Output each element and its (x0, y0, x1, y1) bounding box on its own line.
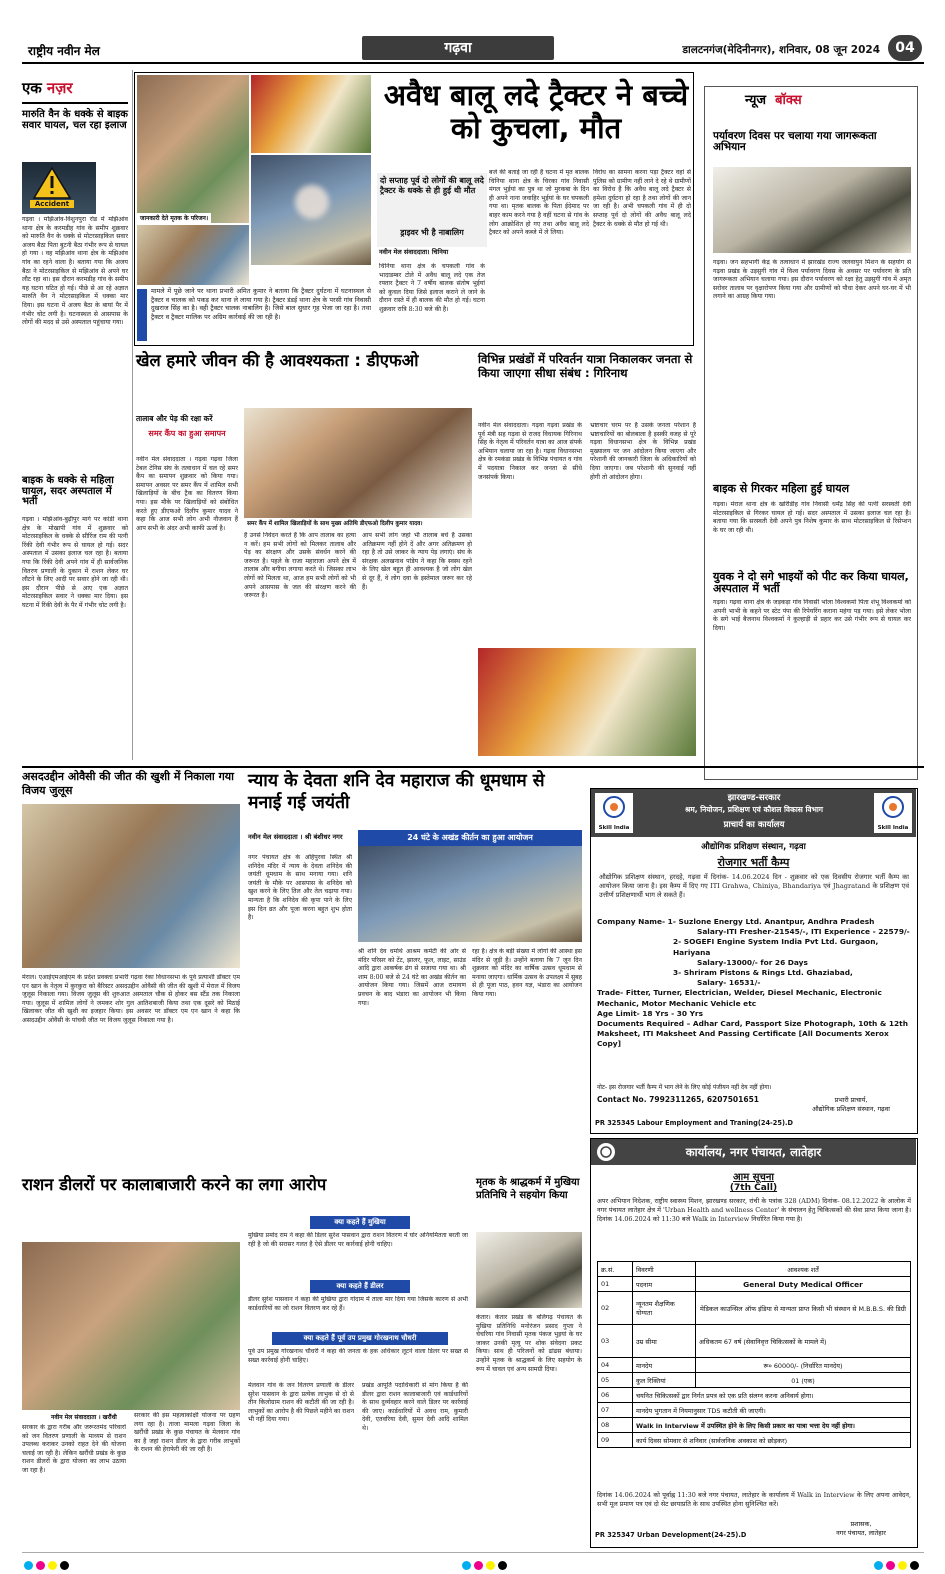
section-name: गढ़वा (444, 40, 472, 56)
skill-india-icon (595, 793, 633, 821)
ration-box-text: पूर्व उप प्रमुख गोरखनाथ चौधरी ने कहा की जनता के हक अधिकार लूटने वाला डिलर पर सख्त से सख्त कार्रवाई होनी चाहिए। (248, 1348, 468, 1364)
ration-photo (22, 1242, 240, 1410)
lead-story (134, 72, 694, 346)
story-headline: मारुति वैन के धक्के से बाइक सवार घायल, चल रहा इलाज (22, 109, 128, 131)
story-body: गढ़वा। जन सहभागी केंद्र के तत्वाधान में झारखंड राज्य जलवायुन मिशन के सहयोग से गढ़वा प्रखंड के उड़सुगी गांव में विश्व पर्यावरण दिवस के अवसर पर पर्यावरण के प्रति जागरूकता अभियान चलाया गया। इस दौरान पर्यावरण को रक्षा हेतु उड़सुगी गांव में अमृत सरोवर तालाब पर वृक्षारोपण किया गया और ग्रामीणों को पौधा देकर अपने घर-घर में भी लगाने का आग्रह किया गया। (713, 259, 911, 301)
ek-nazar-column (22, 70, 130, 760)
job-ad-intro: औद्योगिक प्रशिक्षण संस्थान, हरदहे, गढ़वा में दिनांक- 14.06.2024 दिन - शुक्रवार को एक दिवसीय रोजगार भर्ती कैम्प का आयोजन किया जाना है। इस कैम्प में दिए गए ITI Grahwa, Chiniya, Bhandariya एवं Jhagratand के प्रशिक्षण एवं उत्तीर्ण प्रशिक्षणार्थी भाग ले सकते हैं। (599, 873, 909, 899)
lead-photo-child (251, 155, 371, 265)
lead-photo-caption: जानकारी देते मृतक के परिजन। (137, 213, 211, 223)
lead-photo-tractor (137, 225, 249, 285)
ration-col: मेलवान गांव के जन वितरण प्रणाली के डीलर सुरेश पासवान के द्वारा प्रत्येक लाभुक से दो से तीन किलोग्राम राशन की कटौती की जा रही है। लाभुकों का आरोप है की पिछले महीने का राशन भी नहीं दिया गया। (248, 1382, 354, 1424)
story-body: गढ़वा । मझिआंव-बुढ़ीपुर मार्ग पर कांडी थाना क्षेत्र के मोखापी गांव में शुक्रवार को मोटरसाइकिल के धक्के से सीरिंज राम की पत्नी रिंकी देवी गंभीर रूप से घायल हो गई। सदर अस्पताल में उसका इलाज चल रहा है। बताया गया कि रिंकी देवी अपने गांव में ही सार्वजनिक वितरण प्रणाली के दुकान में राशन लेकर घर लौटने के लिए आदी पर सवार होने जा रही थी। इस दौरान पीछे से आए एक अज्ञात मोटरसाइकिल सवार ने धक्का मार दिया। इस घटना में रिंकी देवी के पैर में गंभीर चोट लगी है। (22, 516, 128, 609)
dateline: डालटनगंज(मेदिनीनगर), शनिवार, 08 जून 2024 (682, 44, 880, 56)
lead-side-label (137, 289, 147, 341)
sports-kicker: तालाब और पेड़ की रक्षा करें (136, 414, 213, 423)
table-row: 05 कुल रिक्तियां 01 (एक) (598, 1373, 911, 1388)
notice-header: कार्यालय, नगर पंचायत, लातेहार (591, 1139, 916, 1165)
table-row: 06 चयनित चिकित्सकों द्वार निर्गत प्रपत्र को एक प्रति संलग्न करना अनिवार्य होगा। (598, 1388, 911, 1403)
job-ad-sign: प्रभारी प्राचार्य, औद्योगिक प्रशिक्षण संस्थान, गढ़वा (812, 1096, 890, 1113)
job-ad-inst: औद्योगिक प्रशिक्षण संस्थान, गढ़वा (701, 842, 806, 852)
owaisi-photo (22, 804, 240, 968)
owaisi-story (22, 770, 240, 1170)
shani-headline: न्याय के देवता शनि देव महाराज की धूमधाम से मनाई गई जयंती (248, 771, 545, 813)
ration-photo-caption: नवीन मेल संवाददाता । खरौंधी (48, 1412, 120, 1422)
lead-col: चिनिया थाना क्षेत्र के चपकली गांव के भादाडम्बर टोले में अवैध बालू लदे एक तेज रफ्तार ट्रैक्टर ने 7 वर्षीय बालक संतोष भुईयां को कुचल दिया जिसे इलाज कराने ले जाने के दौरान रास्ते में ही बालक की मौत हो गई। घटना शुक्रवार रात्रि 8:30 बजे की है। (379, 263, 485, 313)
lead-col: बजे की बताई जा रही है घटना में मृत बालक चिनिया थाना क्षेत्र के चिरका गांव निवासी मंगल भुईयां का पुत्र था जो मुरकबा के दिन ही अपने नाना जवाहिर भुईयां के घर चपकली गया था। मृतक बालक के पिता ईदेमाद पर बाहर काम करने गया है वहीं घटना से गांव के लोग आक्रोशित हो गए तथा अवैध बालू लदे ट्रैक्टर को अपने कब्जे में ले लिया। (489, 169, 589, 237)
lead-photo-women (251, 75, 371, 153)
table-row: 08 Walk in Interview में उपस्थित होने के लिए किसी प्रकार का यात्रा भत्ता देय नहीं होगा। (598, 1418, 911, 1433)
job-ad-companies: Company Name- 1- Suzlone Energy Ltd. Anantpur, Andhra Pradesh Salary-ITI Fresher-21545/-, ITI Experience - 22579/- 2- SOGEFI Engine System India Pvt Ltd. Gurgaon, Hariyana Salary-13000/- for 26 Days 3- Shriram Pistons & Rings Ltd. Ghaziabad, Salary- 16531/- Trade- Fitter, Turner, Electrician, Welder, Diesel Mechanic, Electronic Mechanic, Motor Mechanic Vehicle etc Age Limit- 18 Yrs - 30 Yrs Documents Required – Adhar Card, Passport Size Photograph, 10th & 12th Maksheet, ITI Maksheet And Passing Certificate [All Documents Xerox Copy] (597, 917, 910, 1049)
sports-photo (244, 408, 472, 524)
shani-col: रहा है। क्षेत्र के बड़ी संख्या में लोगों की आस्था इस मंदिर से जुड़ी है। उन्होंने बताया कि 7 जून दिन शुक्रवार को मंदिर का वार्षिक उत्सव धूमधाम से मनाया जाएगा। धार्मिक उत्सव के उपलक्ष्य में सुबह से ही पूजा पाठ, हवन यज्ञ, भंडारा का आयोजन किया गया। (472, 948, 582, 998)
section-tab (362, 36, 554, 60)
masthead (22, 34, 924, 64)
ek-nazar-title: एक नज़र (22, 79, 73, 97)
table-row: 02 न्यूनतम शैक्षणिक योग्यता मेडिकल काउन्सिल ऑफ इंडिया से मान्यता प्राप्त किसी भी संस्थान से M.B.B.S. की डिग्री (598, 1292, 911, 1325)
notice-footer: दिनांक 14.06.2024 को पूर्वाह्न 11:30 बजे नगर पंचायत, लातेहार के कार्यालय में Walk in Interview के लिए अपना आवेदन, सभी मूल प्रमाण पत्र एवं दो सेट छायाप्रति के साथ उपस्थित होना सुनिश्चित करें। (597, 1491, 911, 1508)
lead-subdeck: ड्राइवर भी है नाबालिग (400, 228, 464, 237)
story-headline: बाइक से गिरकर महिला हुई घायल (713, 482, 850, 495)
notice-advertisement (590, 1138, 918, 1548)
lead-photo-family (137, 75, 249, 223)
table-row: 09 कार्य दिवस सोमवार से शनिवार (सार्वजनिक अवकाश को छोड़कर) (598, 1433, 911, 1448)
parivartan-photo (478, 648, 696, 756)
story-body: गढ़वा। गढ़वा थाना क्षेत्र के जड़कड़ा गांव निवासी भोला विश्वकर्मा पिता शंभू विश्वकर्मा को अपनी भाभी के कहने पर स्टेट पंपा की रिपेयरिंग कराना महंगा पड़ गया। इसे लेकर भोला के सगे भाई बैजनाथ विश्वकर्मा ने कुल्हाड़ी से प्रहार कर उसे गंभीर रूप से घायल कर दिया। (713, 599, 911, 632)
sports-col: आप सभी लोग जहां भी तालाब बचे है उसका अतिक्रमण नहीं होने दें और अगर अतिक्रमण हो रहा है तो उसे जाकर के न्याय पेड़ लगाएं। संघ के संरक्षक अलखनाथ पांडेय ने कहा कि स्वस्थ रहने के लिए खेल बहुत ही आवश्यक है जो लोग खेल से दूर हैं, वे लोग दवा के इस्तेमाल जरूर कर रहे हैं। (362, 532, 472, 591)
parivartan-col: भ्रष्टाचार चरम पर है उसके जनता परेशान है भ्रष्टाचारियों का बोलबाला है इसकी वजह से पूरे गढ़वा विधानसभा क्षेत्र के विभिन्न प्रखंड मुख्यालय पर जन आंदोलन किया जाएगा और परेशानी की जानकारी जिला के अधिकारियों को दिया जाएगा। जब परेशानी की सुनवाई नहीं होगी तो आंदोलन होगा। (590, 422, 696, 481)
owaisi-headline: असदउद्दीन ओवैसी की जीत की खुशी में निकाला गया विजय जुलूस (22, 770, 235, 797)
job-ad-note: नोट- इस रोजगार भर्ती कैम्प में भाग लेने के लिए कोई पंजीयन नहीं देय नहीं होगा। (597, 1084, 772, 1091)
registration-strip (22, 1552, 924, 1562)
shraddh-story (476, 1176, 582, 1548)
sports-story (136, 352, 472, 760)
page-number: 04 (888, 35, 922, 61)
ration-box-text: डीलर सुरेश पासवान ने कहा की मुखिया द्वारा गोदाम में ताला मार दिया गया जिसके कारण से अभी कार्डधारियों का जो राशन वितरण कर रहे हैं। (248, 1296, 468, 1312)
shani-photo (358, 846, 582, 942)
job-ad-pr: PR 325345 Labour Employment and Traning(24-25).D (595, 1119, 793, 1127)
shani-byline: नवीन मेल संवाददाता । श्री बंशीधर नगर (248, 833, 343, 841)
sports-sub: समर कैंप का हुआ समापन (148, 429, 226, 438)
news-box-title: न्यूज बॉक्स (745, 93, 802, 108)
parivartan-headline: विभिन्न प्रखंडों में परिवर्तन यात्रा निकालकर जनता से किया जाएगा सीधा संबंध : गिरिनाथ (478, 352, 693, 380)
lead-headline: अवैध बालू लदे ट्रैक्टर ने बच्चे को कुचला, मौत (383, 78, 689, 145)
job-ad-dept: श्रम, नियोजन, प्रशिक्षण एवं कौशल विकास विभाग (684, 805, 824, 814)
notice-table: क्र.सं. विवरणी आवश्यक शर्तें 01 पदनाम General Duty Medical Officer 02 न्यूनतम शैक्षणिक योग्यता मेडिकल काउन्सिल ऑफ इंडिया से मान्यता प्राप्त किसी भी संस्थान से M.B.B.S. की डिग्री 03 उम्र सीमा अधिकतम 67 वर्ष (सेवानिवृत्त चिकित्सकों के मामले में) 04 मानदेय रू० 60000/- (निर्धारित मानदेय) 05 कुल रिक्तियां 01 (एक) 06 चयनित चिकित्सकों द्वार निर्गत प्रपत्र को एक प्रति संलग्न करना अनिवार्य होगा। 07 मानदेय भुगतान में नियमानुसार TDS कटौती की जाएगी। 08 Walk in Interview में उपस्थित होने के लिए किसी प्रकार का यात्रा भत्ता देय नहीं होगा। 09 कार्य दिवस सोमवार से शनिवार (सार्वजनिक अवकाश को छोड़कर) (597, 1261, 911, 1448)
lead-col: विरोध का सामना करना पड़ा ट्रैक्टर वहां से पुलिस को ग्रामीण नहीं लाने दे रहे थे ग्रामीणों का विरोध है कि अवैध बालू लदे ट्रैक्टर से हमेशा दुर्घटना हो रहा है तथा लोगों की जान जा रही है। अभी चपकली गांव में ही दो सप्ताह पूर्व दो लोगों की अवैध बालू लदे ट्रैक्टर के धक्के से मौत हो गई थी। (593, 169, 691, 228)
shani-col: नगर पंचायत क्षेत्र के अहिपुरवा स्थित श्री शनिदेव मंदिर में न्याय के देवता शनिदेव की जयंती धूमधाम के साथ मनाया गया। शनि जयंती के मौके पर आसपास के शनिदेव को खुश करने के लिए तिल और तेल चढ़ाया गया। मान्यता है कि शनिदेव की कृपा पाने के लिए इस दिन व्रत और पूजा करना बहुत शुभ होता है। (248, 854, 352, 922)
notice-call: (7th Call) (729, 1183, 778, 1193)
ration-box-text: मुखिया प्रमोद राम ने कहा की डिलर सुरेश पासवान द्वारा राशन वितरण में घोर अनियमितता बरती जा रही है जो की सरासर गलत है ऐसे डीलर पर कार्रवाई होनी चाहिए। (248, 1232, 468, 1248)
story-body: गढ़वा। मेराल थाना क्षेत्र के खोरीडीह गांव निवासी धर्मेंद्र सिंह की पत्नी सरस्वती देवी मोटरसाइकिल से गिरकर घायल हो गई। सदर अस्पताल में उसका इलाज चल रहा है। बताया गया कि सरस्वती देवी अपने पुत्र निशेष कुमार के साथ मोटरसाइकिल से रिसेप्शन के घर जा रही थी। (713, 501, 911, 534)
shani-col: श्री शनि देव धर्मार्थ आश्रम कमेटी की ओर से मंदिर परिसर को टेंट, झालर, फूल, लाइट, साउंड आदि द्वारा आकर्षक ढंग से सजाया गया था। श्री शाम 8:00 बजे से 24 घंटे का अखंड कीर्तन का आयोजन किया गया। जिसमें आज रामायण प्रवचन के बाद भंडारा का आयोजन भी किया गया। (358, 948, 466, 1007)
paper-name: राष्ट्रीय नवीन मेल (28, 44, 100, 58)
job-ad-gov: झारखण्ड-सरकार (727, 793, 781, 803)
ration-box-label: क्या कहते हैं मुखिया (310, 1216, 410, 1229)
sports-col: नवीन मेल संवाददाता । गढ़वा गढ़वा जिला टेबल टेनिस संघ के तत्वाधान में चल रहे समर कैंप का समापन शुक्रवार को किया गया। समापन अवसर पर समर कैंप में शामिल सभी खिलाड़ियों के बीच ट्रैक का वितरण किया गया। इस मौके पर खिलाड़ियों को संबोधित करते हुए डीएफओ दिलीप कुमार यादव ने कहा कि आज सभी लोग अभी नौजवान हैं आप सभी के अंदर अभी काफी ऊर्जा है। (136, 456, 238, 532)
sports-headline: खेल हमारे जीवन की है आवश्यकता : डीएफओ (136, 351, 419, 370)
lead-deck: दो सप्ताह पूर्व दो लोगों की बालू लदे ट्रैक्टर के धक्के से ही हुई थी मौत (380, 176, 484, 195)
lead-body: मामले में पूछे जाने पर थाना प्रभारी अमित कुमार ने बताया कि ट्रैक्टर दुर्घटना में घटनास्थल से ट्रैक्टर व चालक को पकड़ कर थाना ले लाया गया है। ट्रैक्टर डंडई थाना क्षेत्र के परसी गांव निवासी दुखराज सिंह का है। वही ट्रैक्टर चालक नाबालिग है। जिसे बाल सुधार गृह भेजा जा रहा है। तथा ट्रैक्टर व ट्रैक्टर मालिक पर अग्रिम कार्रवाई की जा रही है। (151, 287, 371, 321)
ration-headline: राशन डीलरों पर कालाबाजारी करने का लगा आरोप (22, 1175, 327, 1194)
news-box (704, 86, 918, 780)
skill-india-logo-right: Skill India (874, 793, 912, 833)
table-row: 01 पदनाम General Duty Medical Officer (598, 1277, 911, 1292)
news-box-photo (713, 167, 911, 253)
shraddh-headline: मृतक के श्राद्धकर्म में मुखिया प्रतिनिधि ने सहयोग किया (476, 1177, 580, 1201)
table-row: 04 मानदेय रू० 60000/- (निर्धारित मानदेय) (598, 1358, 911, 1373)
table-row: 07 मानदेय भुगतान में नियमानुसार TDS कटौती की जाएगी। (598, 1403, 911, 1418)
notice-intro: अपर अभियान निदेशक, राष्ट्रीय स्वास्थ्य मिशन, झारखण्ड सरकार, रांची के पत्रांक 328 (ADM) दिनांक- 08.12.2022 के आलोक में नगर पंचायत लातेहार क्षेत्र में 'Urban Health and wellness Center' के संचालन हेतु चिकित्सकों की सेवा प्राप्त किया जाना है। दिनांक 14.06.2024 को 11:30 बजे Walk in Interview निर्धारित किया गया है। (597, 1197, 911, 1223)
table-row: 03 उम्र सीमा अधिकतम 67 वर्ष (सेवानिवृत्त चिकित्सकों के मामले में) (598, 1325, 911, 1358)
ration-box-label: क्या कहते हैं पूर्व उप प्रमुख गोरखनाथ चौधरी (272, 1332, 448, 1345)
sports-col: हैं उनसे निवेदन करते हैं कि आप तालाब का हत्या न करें। हम सभी लोगों को मिलकर तालाब और पेड़ का संरक्षण और उसके संवर्धन करने की जरूरत है। पहले के राजा महाराजा अपने क्षेत्र में तालाब और बगीचा लगाया करते थे। जिसका लाभ लोगों को मिलता था, आज हम सभी लोगों को भी अपने आसपास के जल की संरक्षण करने की जरूरत है। (244, 532, 356, 600)
ration-box-label: क्या कहते हैं डीलर (310, 1280, 410, 1293)
parivartan-story (478, 352, 696, 760)
accident-sign-text: Accident (30, 200, 74, 208)
sports-photo-caption: समर कैंप में शामिल खिलाड़ियों के साथ मुख्य अतिथि डीएफओ दिलीप कुमार यादव। (244, 518, 472, 528)
shani-story (248, 770, 582, 1170)
skill-india-icon (874, 793, 912, 821)
ration-col: प्रखंड आपूर्ति पदाधिकारी से मांग किया है की डीलर द्वारा राशन कालाबाजारी एवं कार्डधारियों के साथ दुर्व्यवहार करने वाले डिलर पर कार्रवाई की जाए। कार्डधारियों में अवध राम, कुमारी देवी, एतवरिया देवी, सुमन देवी आदि शामिल थे। (362, 1382, 468, 1432)
job-ad-title: रोजगार भर्ती कैम्प (717, 856, 790, 869)
job-ad-contact: Contact No. 7992311265, 6207501651 (597, 1095, 760, 1104)
skill-india-logo-left: Skill India (595, 793, 633, 833)
parivartan-col: नवीन मेल संवाददाता। गढ़वा गढ़वा प्रखंड के पूर्व मंत्री सह गढ़वा से राजद विधायक गिरिनाथ सिंह के नेतृत्व में परिवर्तन यात्रा का आज संपर्क अभियान चलाया जा रहा है। गढ़वा विधानसभा क्षेत्र के रमकंडा प्रखंड के विभिन्न पंचायत व गांव में पदयात्रा निकाल कर जनता से सीधे जनसंपर्क किया। (478, 422, 582, 481)
emblem-icon (595, 1141, 617, 1163)
notice-pr: PR 325347 Urban Development(24-25).D (595, 1531, 747, 1539)
story-headline: पर्यावरण दिवस पर चलाया गया जागरूकता अभियान (713, 130, 877, 154)
ration-col: सरकार की इस महत्वाकांक्षी योजना पर ग्रहण लगा रहा है। ताजा मामला गढ़वा जिला के खरौंधी प्रखंड के कुछ पंचायत के मेलवान गांव का है जहां राशन डीलर के द्वारा गरीब लाभुकों के राशन की हेराफेरी की जा रही है। (134, 1412, 240, 1454)
lead-byline: नवीन मेल संवाददाता। चिनिया (379, 248, 449, 256)
shani-photo-banner: 24 घंटे के अखंड कीर्तन का हुआ आयोजन (358, 830, 582, 846)
story-headline: युवक ने दो सगे भाइयों को पीट कर किया घायल, अस्पताल में भर्ती (713, 570, 909, 595)
job-ad-header (591, 789, 916, 837)
notice-title: आम सूचना (733, 1172, 774, 1183)
shraddh-body: केतार। केतार प्रखंड के बलिगढ़ पंचायत के मुखिया प्रतिनिधि मनोरंजन प्रसाद गुप्ता ने चेचरिया गांव निवासी मृतक पंकज भुइयां के घर जाकर उनकी मृत्यु पर शोक संवेदना प्रकट किया। साथ ही परिजनों को ढांढस बंधाया। उन्होंने मृतक के श्राद्धकर्म के लिए सहयोग के रूप में चावल एवं अन्य सामग्री दिया। (476, 1314, 582, 1373)
ration-col: सरकार के द्वारा गरीब और जरूरतमंद परिवारों को जन वितरण प्रणाली के माध्यम से राशन उपलब्ध कराकर उनको राहत देने की योजना चलाई जा रही है। लेकिन खरौंधी प्रखंड के कुछ राशन डीलरों के द्वारा योजना का लाभ उठाया जा रहा है। (22, 1424, 126, 1474)
notice-sign: प्रशासक, नगर पंचायत, लातेहार (836, 1520, 886, 1537)
owaisi-body: मेराल। एआईएमआईएम के प्रदेश प्रवक्ता प्रभारी गढ़वा रंका विधानसभा के पूर्व प्रत्याशी डॉक्टर एम एन खान के नेतृत्व में कुरकुरा को बैरिस्टर असदउद्दीन ओवैसी की जीत की खुशी में मेराल में विजय जुलूस निकाला गया। विजय जुलूस की शुरुआत अस्पताल चौक से होकर बस स्टैंड तक निकाला गया। जुलूस में शामिल लोगों ने जमकर शोर गुल आतिशबाजी किया तथा एक दूसरे को मिठाई खिलाकर जीत की खुशी का इजहार किया। इस अवसर पर डॉक्टर एम एन खान ने कहा कि असदउद्दीन ओवैसी के पांचवी जीत पर विजय जुलूस निकाला गया है। (22, 974, 240, 1024)
story-headline: बाइक के धक्के से महिला घायल, सदर अस्पताल में भर्ती (22, 475, 114, 507)
ration-story (22, 1176, 468, 1548)
story-body: गढ़वा । मझिआंव-विशुनपुरा रोड में मझिआंव थाना क्षेत्र के करमडीह गांव के समीप शुक्रवार को मारुति वैन के धक्के से मोटरसाइकिल सवार अजय बैठा पिता बुटनी बैठा गंभीर रूप से घायल हो गया । वह मझिआंव थाना क्षेत्र के मझिआंव गांव का रहने वाला है। बताया गया कि अजय बैठा ने मोटरसाइकिल से मझिआंव से अपने घर लौट रहा था। इस दौरान करमडीह गांव के समीप यह घटना घटित हो गई। पीछे से आ रहे अज्ञात मारुति वैन ने मोटरसाइकिल में धक्का मार दिया। इस घटना में अजय बैठा के बायां पैर में गंभीर चोट लगी है। घटनास्थल से आसपास के लोगों की मदद से उसे अस्पताल पहुंचाया गया। (22, 216, 128, 327)
shraddh-photo (476, 1232, 582, 1308)
job-advertisement (590, 788, 918, 1134)
accident-image (22, 162, 96, 214)
job-ad-office: प्राचार्य का कार्यालय (723, 820, 785, 830)
